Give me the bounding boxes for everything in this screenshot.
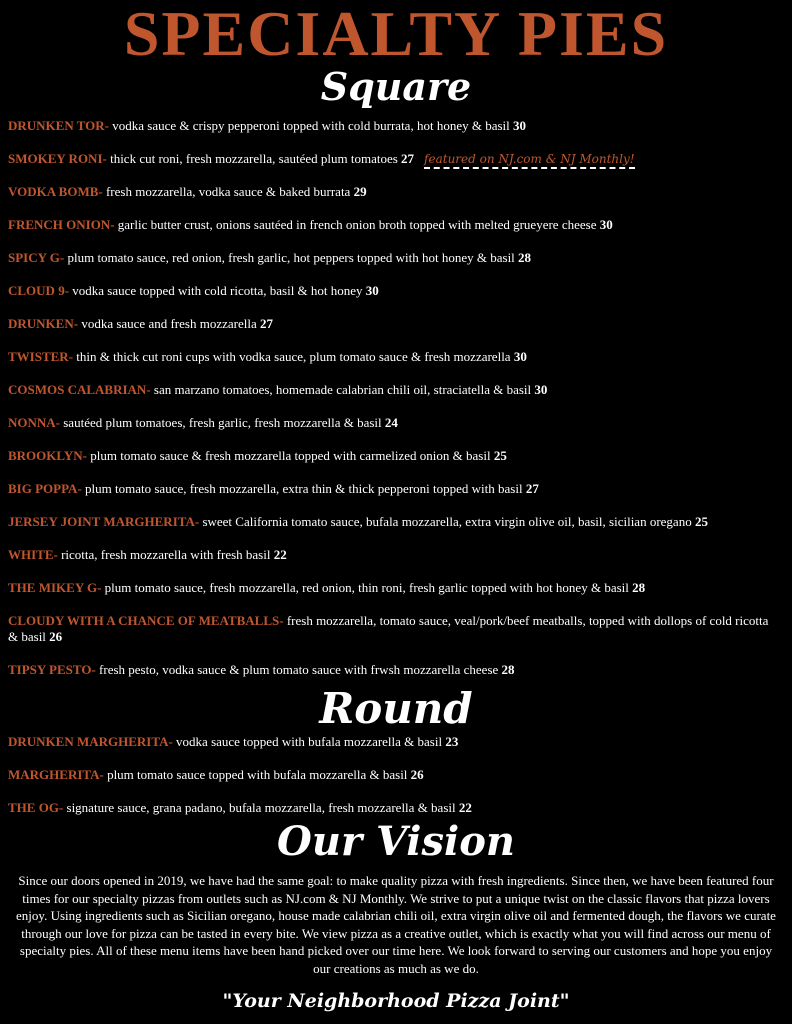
menu-item — [8, 613, 778, 645]
menu-item — [8, 316, 778, 332]
menu-item-description: vodka sauce & crispy pepperoni topped with cold burrata, hot honey & basil — [109, 118, 510, 133]
menu-item-description: fresh mozzarella, tomato sauce, veal/pork/beef meatballs, topped with dollops of cold ricotta & basil — [8, 613, 769, 644]
menu-item-name: BROOKLYN- — [8, 448, 87, 463]
menu-item-description: fresh mozzarella, vodka sauce & baked burrata — [102, 184, 351, 199]
menu-item-name: DRUNKEN- — [8, 316, 79, 331]
menu-item-price: 27 — [525, 481, 539, 496]
menu-item-description: signature sauce, grana padano, bufala mozzarella, fresh mozzarella & basil — [63, 800, 456, 815]
menu-item-name: FRENCH ONION- — [8, 217, 115, 232]
tagline: "Your Neighborhood Pizza Joint" — [222, 990, 570, 1012]
menu-item-price: 28 — [518, 250, 532, 265]
menu-item-name: TWISTER- — [8, 349, 74, 364]
menu-item — [8, 118, 778, 134]
menu-item-description: fresh pesto, vodka sauce & plum tomato sauce with frwsh mozzarella cheese — [95, 662, 499, 677]
menu-item-price: 30 — [513, 349, 527, 364]
menu-item — [8, 184, 778, 200]
menu-item-description: ricotta, fresh mozzarella with fresh basil — [57, 547, 271, 562]
menu-item-price: 22 — [458, 800, 472, 815]
menu-item-price: 30 — [365, 283, 379, 298]
menu-item-name: SMOKEY RONI- — [8, 151, 107, 166]
menu-item-description: plum tomato sauce, fresh mozzarella, red onion, thin roni, fresh garlic topped with hot honey & basil — [101, 580, 629, 595]
menu-item — [8, 547, 778, 563]
menu-item-price: 28 — [501, 662, 515, 677]
menu-item-name: THE OG- — [8, 800, 64, 815]
section-heading-vision: Our Vision — [277, 818, 515, 865]
menu-item-name: SPICY G- — [8, 250, 65, 265]
menu-item-name: COSMOS CALABRIAN- — [8, 382, 151, 397]
menu-item-name: VODKA BOMB- — [8, 184, 103, 199]
menu-item-name: MARGHERITA- — [8, 767, 104, 782]
menu-item-price: 28 — [632, 580, 646, 595]
menu-item-name: DRUNKEN MARGHERITA- — [8, 734, 173, 749]
menu-item-description: vodka sauce and fresh mozzarella — [78, 316, 257, 331]
menu-item-price: 30 — [534, 382, 548, 397]
menu-item-description: thick cut roni, fresh mozzarella, sautéed plum tomatoes — [106, 151, 398, 166]
menu-item-description: plum tomato sauce & fresh mozzarella topped with carmelized onion & basil — [86, 448, 491, 463]
menu-item-name: CLOUD 9- — [8, 283, 70, 298]
menu-item-price: 27 — [401, 151, 415, 166]
menu-item — [8, 415, 778, 431]
menu-item-description: san marzano tomatoes, homemade calabrian chili oil, straciatella & basil — [150, 382, 532, 397]
menu-item-price: 27 — [259, 316, 273, 331]
menu-item-name: TIPSY PESTO- — [8, 662, 96, 677]
section-heading-square: Square — [320, 64, 472, 109]
menu-item — [8, 481, 778, 497]
menu-item-description: plum tomato sauce topped with bufala mozzarella & basil — [103, 767, 408, 782]
menu-item-name: BIG POPPA- — [8, 481, 82, 496]
menu-item-price: 30 — [599, 217, 613, 232]
menu-item-description: vodka sauce topped with cold ricotta, basil & hot honey — [69, 283, 363, 298]
menu-item-description: plum tomato sauce, red onion, fresh garlic, hot peppers topped with hot honey & basil — [64, 250, 515, 265]
section-heading-round: Round — [319, 684, 473, 733]
menu-item-price: 30 — [513, 118, 526, 133]
menu-item-price: 29 — [353, 184, 367, 199]
menu-item — [8, 250, 778, 266]
menu-item-name: THE MIKEY G- — [8, 580, 102, 595]
menu-item — [8, 734, 778, 750]
menu-item-name: CLOUDY WITH A CHANCE OF MEATBALLS- — [8, 613, 284, 628]
menu-item-price: 25 — [493, 448, 507, 463]
menu-item — [8, 514, 778, 530]
menu-item — [8, 151, 778, 167]
menu-item — [8, 580, 778, 596]
square-pies-list — [8, 118, 778, 695]
menu-item-description: thin & thick cut roni cups with vodka sauce, plum tomato sauce & fresh mozzarella — [73, 349, 511, 364]
menu-item-price: 26 — [410, 767, 424, 782]
menu-item — [8, 767, 778, 783]
menu-item — [8, 662, 778, 678]
menu-item-description: vodka sauce topped with bufala mozzarella & basil — [172, 734, 443, 749]
menu-item-description: plum tomato sauce, fresh mozzarella, extra thin & thick pepperoni topped with basil — [81, 481, 523, 496]
menu-item — [8, 448, 778, 464]
menu-item-price: 23 — [445, 734, 459, 749]
featured-note: featured on NJ.com & NJ Monthly! — [424, 152, 635, 169]
menu-item — [8, 349, 778, 365]
menu-title: SPECIALTY PIES — [123, 0, 669, 69]
vision-paragraph: Since our doors opened in 2019, we have had the same goal: to make quality pizza with fresh ingredients. Since then, we have been featured four times for our specialty pizzas from outlets such as NJ.com & NJ Monthly. We strive to put a unique twist on the classic flavors that pizza lovers enjoy. Using ingredients such as Sicilian oregano, house made calabrian chili oil, extra virgin olive oil and fermented dough, the flavors we curate through our love for pizza can be tasted in every bite. We view pizza as a creative outlet, which is exactly what you will find across our menu of specialty pies. All of these menu items have been hand picked over our time here. We look forward to serving our customers and hope you enjoy our creations as much as we do. — [16, 873, 776, 976]
menu-item — [8, 800, 778, 816]
menu-item-price: 25 — [694, 514, 708, 529]
menu-item-description: sweet California tomato sauce, bufala mozzarella, extra virgin olive oil, basil, sicilian oregano — [199, 514, 692, 529]
menu-item — [8, 217, 778, 233]
menu-item-price: 24 — [384, 415, 398, 430]
menu-item — [8, 382, 778, 398]
menu-item-description: sautéed plum tomatoes, fresh garlic, fresh mozzarella & basil — [60, 415, 382, 430]
menu-item — [8, 283, 778, 299]
menu-item-description: garlic butter crust, onions sautéed in french onion broth topped with melted grueyere cheese — [114, 217, 597, 232]
menu-item-name: DRUNKEN TOR- — [8, 118, 110, 133]
menu-item-name: JERSEY JOINT MARGHERITA- — [8, 514, 200, 529]
menu-item-price: 22 — [273, 547, 287, 562]
menu-item-name: NONNA- — [8, 415, 60, 430]
menu-item-name: WHITE- — [8, 547, 58, 562]
menu-item-price: 26 — [49, 629, 63, 644]
